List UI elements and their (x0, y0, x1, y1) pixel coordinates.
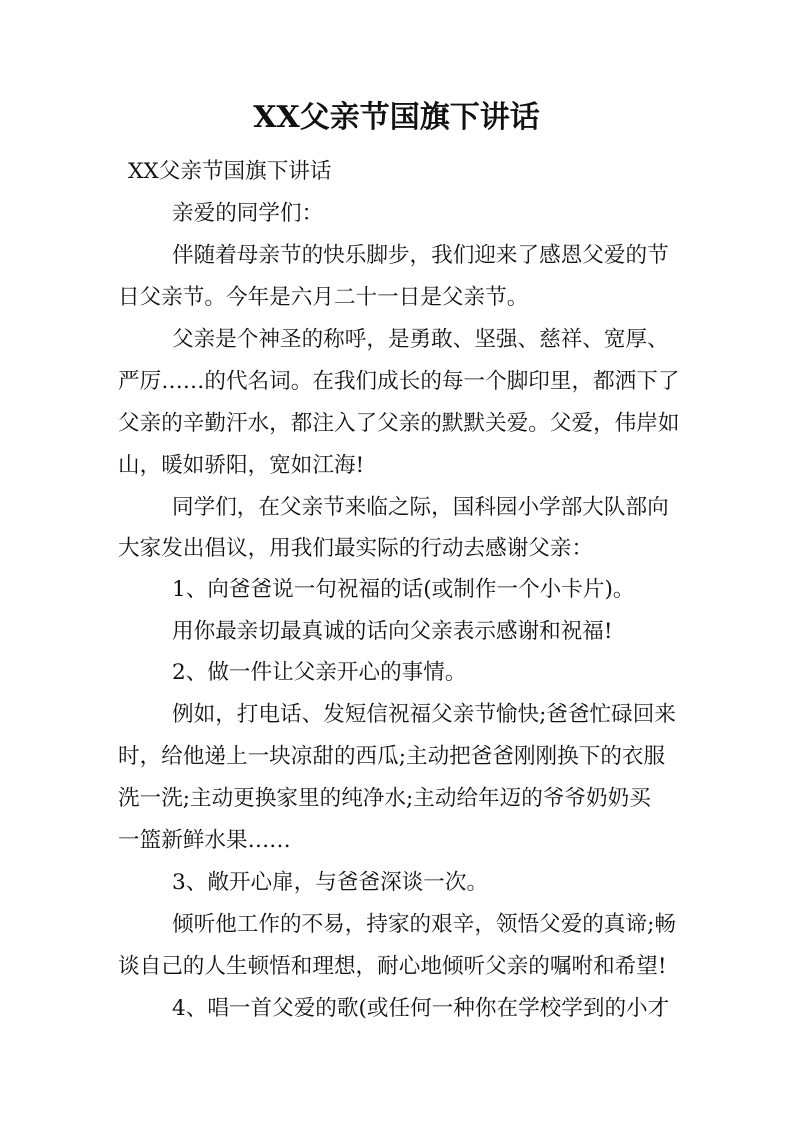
text-line: 4、唱一首父爱的歌(或任何一种你在学校学到的小才 (172, 996, 670, 1021)
text-line: 父亲的辛勤汗水，都注入了父亲的默默关爱。父爱，伟岸如 (118, 411, 680, 436)
text-line: 3、敞开心扉，与爸爸深谈一次。 (172, 870, 489, 895)
text-line: 日父亲节。今年是六月二十一日是父亲节。 (118, 285, 529, 310)
text-line: 2、做一件让父亲开心的事情。 (172, 660, 467, 685)
text-line: 父亲是个神圣的称呼，是勇敢、坚强、慈祥、宽厚、 (172, 327, 669, 352)
text-line: 1、向爸爸说一句祝福的话(或制作一个小卡片)。 (172, 577, 635, 602)
text-line: 用你最亲切最真诚的话向父亲表示感谢和祝福! (172, 619, 613, 644)
text-line: 同学们，在父亲节来临之际，国科园小学部大队部向 (172, 495, 669, 520)
text-line: 例如，打电话、发短信祝福父亲节愉快;爸爸忙碌回来 (172, 702, 676, 727)
text-line: 时，给他递上一块凉甜的西瓜;主动把爸爸刚刚换下的衣服 (118, 744, 666, 769)
text-line: 洗一洗;主动更换家里的纯净水;主动给年迈的爷爷奶奶买 (118, 786, 651, 811)
text-line: 严厉……的代名词。在我们成长的每一个脚印里，都洒下了 (118, 369, 680, 394)
text-line: 伴随着母亲节的快乐脚步，我们迎来了感恩父爱的节 (172, 243, 669, 268)
document-subtitle: XX父亲节国旗下讲话 (128, 159, 332, 184)
document-title: XX父亲节国旗下讲话 (253, 100, 540, 135)
text-line: 一篮新鲜水果…… (118, 828, 291, 853)
text-line: 大家发出倡议，用我们最实际的行动去感谢父亲： (118, 536, 594, 561)
text-line: 谈自己的人生顿悟和理想，耐心地倾听父亲的嘱咐和希望! (118, 954, 667, 979)
text-line: 山，暖如骄阳，宽如江海! (118, 453, 365, 478)
text-line: 倾听他工作的不易，持家的艰辛，领悟父爱的真谛;畅 (172, 912, 676, 937)
text-line: 亲爱的同学们： (172, 201, 324, 226)
